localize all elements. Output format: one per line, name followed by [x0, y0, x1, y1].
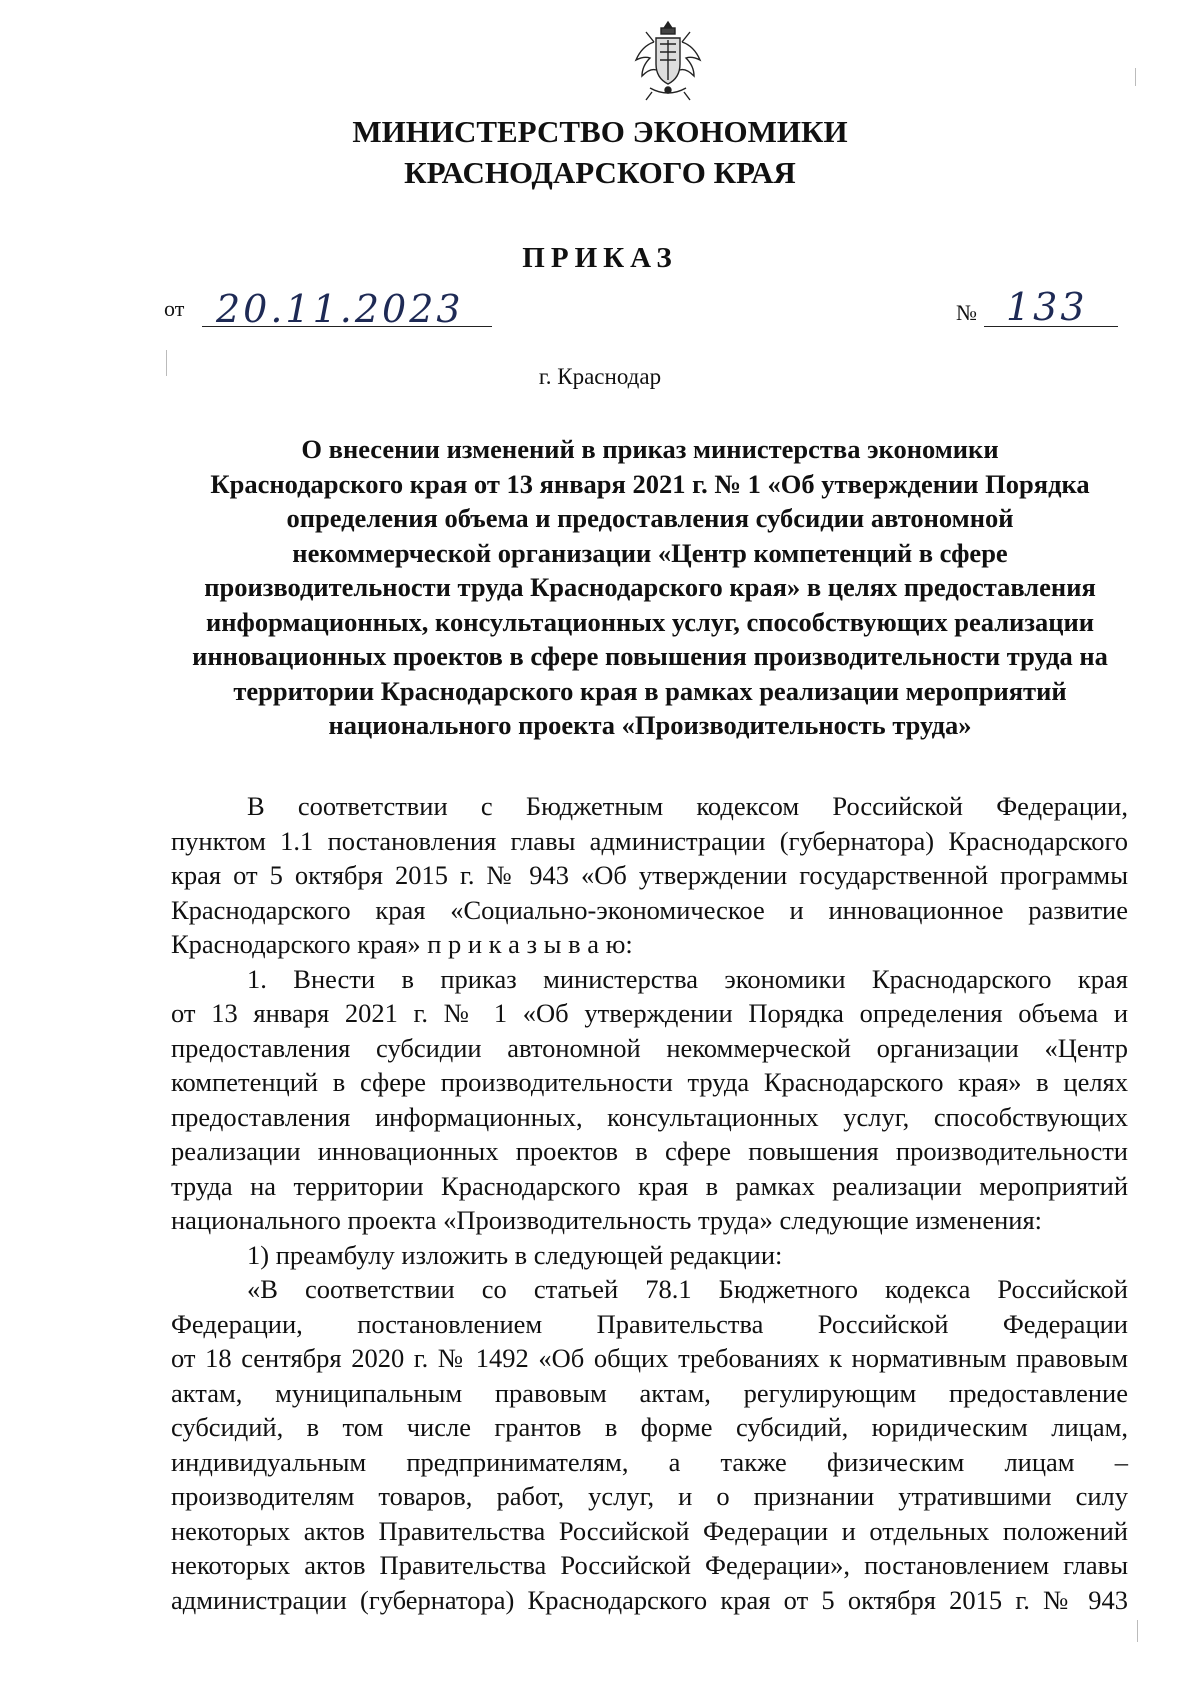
handwritten-date: 20.11.2023: [216, 287, 464, 331]
body-line: труда на территории Краснодарского края в рамках реализации мероприятий: [171, 1170, 1128, 1201]
body-line: Федерации, постановлением Правительства Российской Федерации: [171, 1308, 1128, 1339]
body-line: реализации инновационных проектов в сфере повышения производительности: [171, 1136, 1128, 1166]
title-line: определения объема и предоставления субсидии автономной: [286, 503, 1014, 533]
body-line: субсидий, в том числе грантов в форме субсидий, юридическим лицам,: [171, 1412, 1128, 1442]
body-line: «В соответствии со статьей 78.1 Бюджетного кодекса Российской: [247, 1274, 1128, 1304]
handwritten-number: 133: [1006, 285, 1088, 329]
body-line: предоставления информационных, консультационных услуг, способствующих: [171, 1101, 1128, 1132]
scan-mark: [166, 350, 167, 376]
body-line: актам, муниципальным правовым актам, регулирующим предоставление: [171, 1377, 1128, 1408]
title-line: О внесении изменений в приказ министерства экономики: [301, 434, 999, 464]
number-prefix: №: [956, 300, 977, 325]
body-line: некоторых актов Правительства Российской Федерации и отдельных положений: [171, 1515, 1128, 1546]
body-line: от 18 сентября 2020 г. № 1492 «Об общих требованиях к нормативным правовым: [171, 1343, 1128, 1373]
body-line: пунктом 1.1 постановления главы администрации (губернатора) Краснодарского: [171, 825, 1128, 856]
title-line: инновационных проектов в сфере повышения производительности труда на: [192, 641, 1108, 671]
city-line: г. Краснодар: [538, 364, 662, 389]
body-line: индивидуальным предпринимателям, а также физическим лицам –: [171, 1446, 1128, 1477]
body-line: Краснодарского края «Социально-экономическое и инновационное развитие: [171, 894, 1128, 925]
body-line: Краснодарского края» п р и к а з ы в а ю:: [171, 929, 633, 959]
title-line: информационных, консультационных услуг, способствующих реализации: [205, 606, 1095, 637]
document-type-heading: ПРИКАЗ: [522, 242, 678, 274]
ministry-name-line1: МИНИСТЕРСТВО ЭКОНОМИКИ: [352, 114, 848, 149]
body-line: В соответствии с Бюджетным кодексом Российской Федерации,: [247, 791, 1128, 821]
body-line: края от 5 октября 2015 г. № 943 «Об утверждении государственной программы: [171, 860, 1128, 890]
body-line: 1. Внести в приказ министерства экономики Краснодарского края: [247, 963, 1128, 994]
body-line: некоторых актов Правительства Российской Федерации», постановлением главы: [171, 1550, 1128, 1580]
ministry-name-line2: КРАСНОДАРСКОГО КРАЯ: [404, 155, 796, 190]
scan-mark: [1135, 68, 1136, 86]
body-line: администрации (губернатора) Краснодарского края от 5 октября 2015 г. № 943: [171, 1584, 1128, 1615]
body-line: предоставления субсидии автономной некоммерческой организации «Центр: [171, 1032, 1128, 1063]
document-title: [170, 432, 1130, 743]
body-line: компетенций в сфере производительности труда Краснодарского края» в целях: [171, 1067, 1128, 1097]
document-body: [171, 789, 1128, 1617]
title-line: Краснодарского края от 13 января 2021 г. № 1 «Об утверждении Порядка: [210, 468, 1090, 499]
body-line: от 13 января 2021 г. № 1 «Об утверждении Порядка определения объема и: [171, 998, 1128, 1028]
body-line: национального проекта «Производительность труда» следующие изменения:: [171, 1205, 1043, 1235]
body-line: 1) преамбулу изложить в следующей редакции:: [247, 1239, 783, 1270]
coat-of-arms-icon: [630, 18, 706, 102]
date-prefix: от: [164, 296, 185, 321]
title-line: некоммерческой организации «Центр компетенций в сфере: [292, 537, 1008, 568]
title-line: производительности труда Краснодарского края» в целях предоставления: [204, 572, 1096, 602]
body-line: производителям товаров, работ, услуг, и о признании утратившими силу: [171, 1481, 1128, 1511]
scan-mark: [1137, 1620, 1138, 1642]
title-line: национального проекта «Производительность труда»: [328, 710, 972, 740]
title-line: территории Краснодарского края в рамках реализации мероприятий: [233, 675, 1067, 706]
